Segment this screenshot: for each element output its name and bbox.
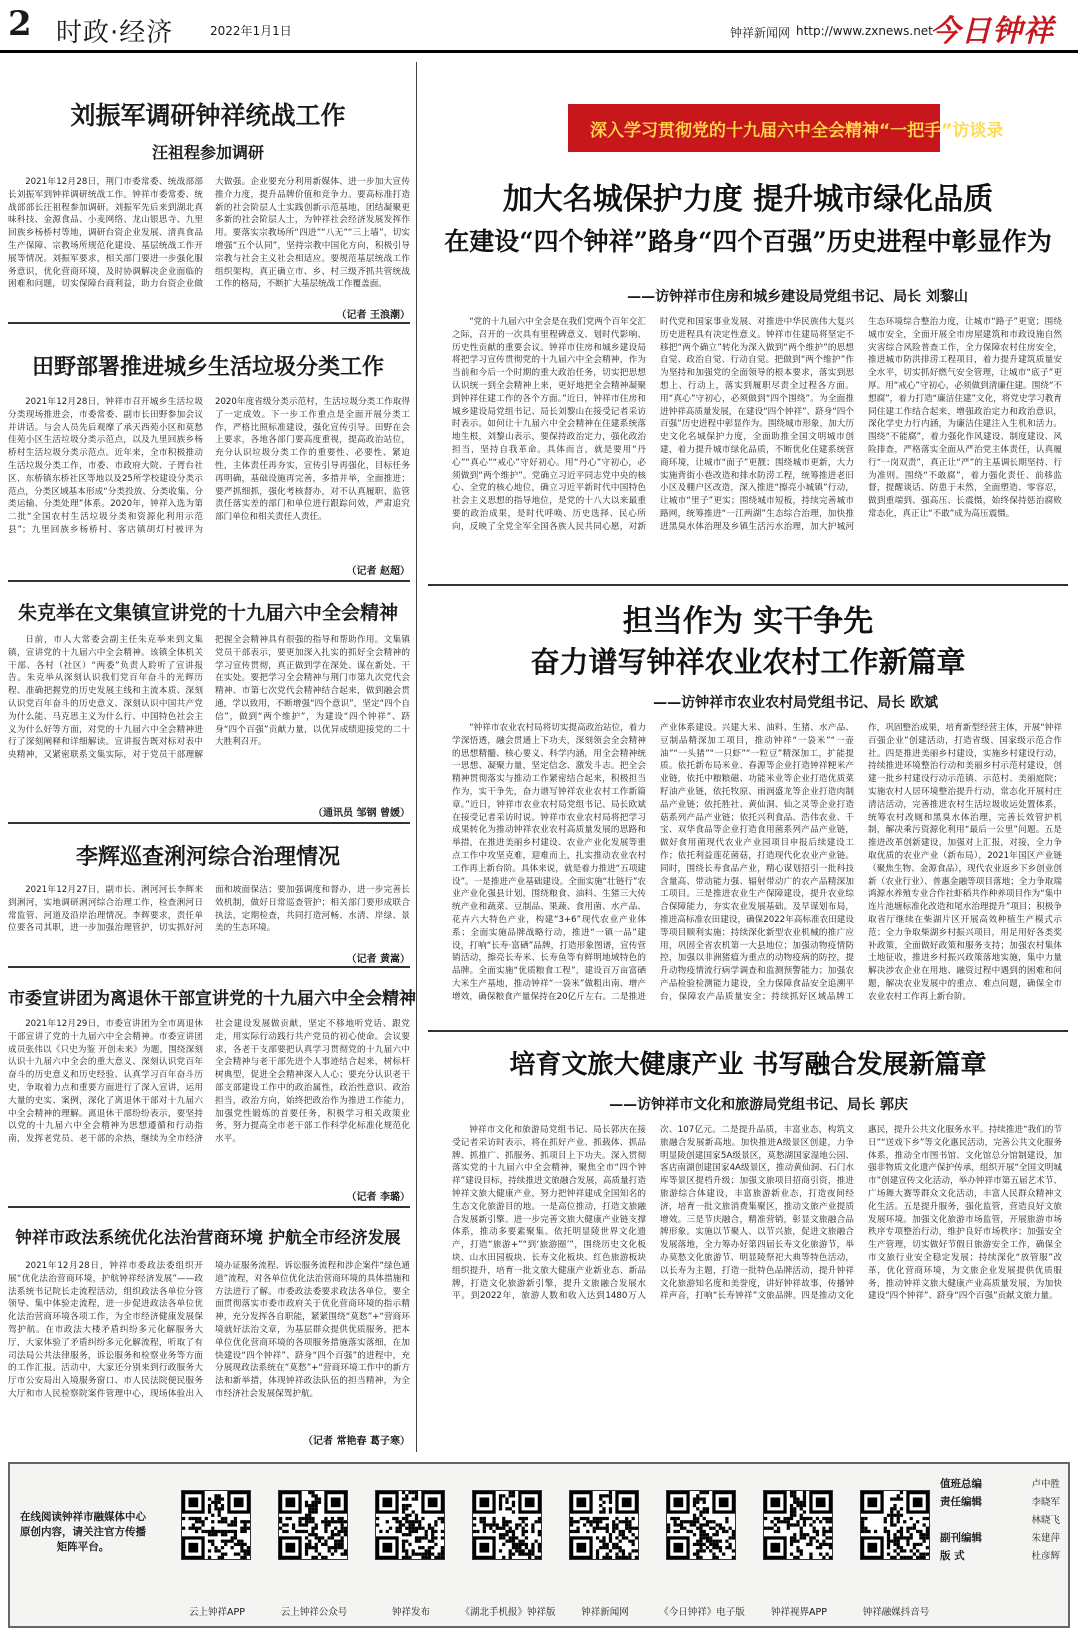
column-divider [416,62,417,1452]
article-byline: （记者 李璐） [346,1192,410,1203]
site-name: 钟祥新闻网 [730,26,791,40]
qr-caption: 钟祥新闻网 [581,1607,629,1618]
article-body [452,722,1062,1022]
editor-name: 李晓军 [1031,1497,1060,1508]
article-body [8,634,410,802]
banner-text: 深入学习贯彻党的十九届六中全会精神“一把手”访谈录 [590,120,1004,141]
article-divider [8,822,410,824]
qr-caption: 钟祥视界APP [771,1607,827,1618]
article-body [8,1018,410,1186]
editor-row [940,1548,1060,1566]
qr-code-icon[interactable] [763,1490,833,1560]
article-body [452,1124,1062,1444]
qr-caption: 《湖北手机报》钟祥版 [460,1607,556,1618]
article-body [452,316,1062,576]
editor-row [940,1494,1060,1512]
editor-name: 杜彦辉 [1031,1551,1060,1562]
article-text: 2021年12月28日，荆门市委常委、统战部部长刘振军到钟祥调研统战工作。钟祥市委常委、统战部部长汪祖程参加调研。刘振军先后来到湖北真味科技、金源食品、小麦网络、龙山银思寺、九里回族乡杨桥村等地，调研台资企业发展、清真食品生产保障、宗教场所规范化建设、基层统战工作开展等情况。刘振军要求，相关部门要进一步强化服务意识，优化营商环境，及时协调解决企业面临的困难和问题，切实保障台商利益，助力台资企业做大做强。企业要充分利用新媒体、进一步加大宣传推介力度，提升品牌价值和竞争力。要高标准打造新的社会阶层人士实践创新示范基地，团结凝聚更多新的社会阶层人士，为钟祥社会经济发展发挥作用。要落实宗教场所“四进”“八无”“三上墙”，切实增强“五个认同”，坚持宗教中国化方向，积极引导宗教与社会主义社会相适应。要规范基层统战工作组织架构，真正确立市、乡、村三级齐抓共管统战工作的格局，不断扩大基层统战工作覆盖面。 [8,177,410,290]
site-url[interactable]: http://www.zxnews.net [796,24,933,38]
article-divider [8,966,410,968]
article-title[interactable]: 田野部署推进城乡生活垃圾分类工作 [31,354,384,380]
qr-caption: 云上钟祥APP [189,1607,245,1618]
footer-note: 在线阅读钟祥市融媒体中心原创内容，请关注官方传播矩阵平台。 [20,1511,146,1553]
article-divider [8,322,410,324]
editor-row [940,1512,1060,1530]
article-text: 2021年12月28日，钟祥市召开城乡生活垃圾分类现场推进会，市委常委、副市长田野参加会议并讲话。与会人员先后观摩了承天西苑小区和莫愁佳苑小区生活垃圾分类示范点，以及九里回族乡杨桥村生活垃圾分类示范点。近年来，全市积极推动生活垃圾分类工作，市委、市政府大院、子胥台社区、东桥镇东桥社区等地以及25所学校建设分类示范点，分类区域基本形成“分类投放、分类收集、分类运输、分类处理”体系。2020年，钟祥入选为第二批“全国农村生活垃圾分类和资源化利用示范县”；九里回族乡杨桥村、客店镇胡灯村被评为2020年度省级分类示范村，生活垃圾分类工作取得了一定成效。下一步工作重点是全面开展分类工作，严格比照标准建设，强化宣传引导。田野在会上要求，各地各部门要高度重视，提高政治站位，充分认识垃圾分类工作的重要性、必要性、紧迫性，主体责任再夯实，宣传引导再强化，目标任务再明确，基础设施再完善，多措并举，全面推进；要严抓细抓，强化考核督办，对不认真履职、监管责任落实差的部门和单位进行跟踪问效，严肃追究部门单位和相关责任人责任。 [8,397,410,535]
section-title: 时政·经济 [56,18,174,48]
editor-name: 朱建萍 [1031,1533,1060,1544]
page-number: 2 [8,4,32,44]
editor-role: 值班总编 [940,1478,982,1490]
interview-banner [568,104,1004,152]
article-body [8,884,410,948]
editor-role: 版 式 [940,1550,965,1562]
article-title[interactable]: 李辉巡查浰河综合治理情况 [75,844,340,870]
article-byline: （记者 赵超） [346,566,410,577]
article-byline: （记者 王浪潮） [336,310,410,321]
article-byline: （记者 常艳春 葛子寒） [303,1436,410,1447]
article-byline: （通讯员 邹钢 曾媛） [313,808,410,819]
article-text: 钟祥市文化和旅游局党组书记、局长郭庆在接受记者采访时表示，将在抓好产业、抓载体、抓品牌、抓推广、抓服务、抓项目上下功夫。深入贯彻落实党的十九届六中全会精神，聚焦全市“四个钟祥”建设目标，持续推进文旅融合发展，高质量打造钟祥文旅大健康产业，努力把钟祥建成全国知名的生态文化旅游目的地。一是高位推动，打造文旅融合发展新引擎。进一步完善文旅大健康产业链支撑体系，推动多要素聚集。依托明显陵世界文化遗产，打造“旅游+”“到‘旅游圈’”，围绕历史文化板块、山水田园板块、长寿文化板块、红色旅游板块组织提升，培育一批文旅大健康产业新业态、新品牌，打造文化旅游新引擎，提升文旅融合发展水平。到2022年，旅游人数和收入达到1480万人次、107亿元。二是提升品质，丰富业态，构筑文旅融合发展新高地。加快推进A级景区创建，力争明显陵创建国家5A级景区，莫愁湖国家湿地公园、客店南湖创建国家4A级景区，推动黄仙洞、石门水库等景区提档升级；加强文旅项目招商引资，推进旅游综合体建设，丰富旅游新业态，打造夜间经济，培育一批文旅消费集聚区，推动文旅产业提质增效。三是节庆融合，精准营销，彰显文旅融合品牌形象。实施以节聚人、以节兴旅，促进文旅融合发展落地，全力筹办好第四届长寿文化旅游节，举办莫愁文化旅游节、明显陵祭祀大典等特色活动，以长寿为主题，打造一批特色品牌活动，提升钟祥文化旅游知名度和美誉度，讲好钟祥故事，传播钟祥声音，打响“长寿钟祥”文旅品牌。四是推动文化惠民，提升公共文化服务水平。持续推进“我们的节日”“送戏下乡”等文化惠民活动，完善公共文化服务体系，推动全市图书馆、文化馆总分馆制建设，加强非物质文化遗产保护传承，组织开展“全国文明城市”创建宣传文化活动，举办钟祥市第五届艺术节、广场舞大赛等群众文化活动，丰富人民群众精神文化生活。五是提升服务，强化监管，营造良好文旅发展环境。加强文化旅游市场监管，开展旅游市场秩序专项整治行动，维护良好市场秩序；加强安全生产管理，切实做好节假日旅游安全工作，确保全市文旅行业安全稳定发展；持续深化“放管服”改革，优化营商环境，为文旅企业发展提供优质服务，推动钟祥文旅大健康产业高质量发展，为加快建设“四个钟祥”、跻身“四个百强”贡献文旅力量。 [452,1125,1062,1302]
article-text: 2021年12月29日，市委宣讲团为全市离退休干部宣讲了党的十九届六中全会精神。市委宣讲团成员张伟以《只史为鉴 开创未来》为题，围绕深刻认识十九届六中全会的重大意义、深刻认识党百年奋斗的历史意义和历史经验、认真学习百年奋斗历史，争取着力点和重要方面进行了深入宣讲，运用大量的史实、案例，深化了离退休干部对十九届六中全会精神的理解。离退休干部纷纷表示，要坚持以党的十九届六中全会精神为思想遵循和行动指南，发挥老党员、老干部的余热，继续为全市经济社会建设发展做贡献，坚定不移地听党话、跟党走，用实际行动践行共产党员的初心使命。会议要求，各老干支部要把认真学习贯彻党的十九届六中全会精神与老干部先进个人事迹结合起来，树标杆树典型，促进全会精神深入人心；要充分认识老干部支部建设工作中的政治属性，政治性意识、政治担当，政治方向，始终把政治作为推进工作能力，加强党性锻炼的首要任务，积极学习相关政策业务，努力提高全市老干部工作科学化标准化规范化水平。 [8,1019,410,1145]
article-title[interactable]: 培育文旅大健康产业 书写融合发展新篇章 [509,1050,987,1080]
header-rule [0,50,1078,53]
article-subtitle: 汪祖程参加调研 [151,143,264,162]
article-text: 2021年12月28日，钟祥市委政法委组织开展“优化法治营商环境，护航钟祥经济发展”——政法系统书记院长走流程活动，组织政法各单位分管领导、集中体验走流程，进一步促进政法各单位优化法治营商环境各项工作，为全市经济健康发展保驾护航。在市政法大楼矛盾纠纷多元化解服务大厅，大家体验了矛盾纠纷多元化解流程，听取了有司法局公共法律服务，诉讼服务和检察业务等方面的工作汇报。活动中，大家还分别来到行政服务大厅市公安局出入境服务窗口、市人民法院便民服务大厅和市人民检察院案件管理中心，现场体验出入境办证服务流程、诉讼服务流程和涉企案件“绿色通道”流程，对各单位优化法治营商环境的具体措施和方法进行了解。市委政法委要求政法各单位，要全面贯彻落实市委市政府关于优化营商环境的指示精神，充分发挥各自职能，紧紧围绕“莫愁”+“营商环境就好法治文章，为基层群众提供优质服务，把本单位优化营商环境的各项服务措施落实落细，在加快建设“四个钟祥”、跻身“四个百强”的进程中，充分展现政法系统在“莫愁”+“营商环境工作中的新方法和新举措，体现钟祥政法队伍的担当精神，为全市经济社会发展保驾护航。 [8,1261,410,1399]
article-body [8,396,410,560]
qr-code-icon[interactable] [666,1490,736,1560]
editor-row [940,1476,1060,1494]
qr-code-icon[interactable] [569,1490,639,1560]
article-title[interactable]: 刘振军调研钟祥统战工作 [70,101,346,130]
article-subtitle: ——访钟祥市文化和旅游局党组书记、局长 郭庆 [609,1097,908,1113]
article-text: 日前，市人大常委会副主任朱克举来到文集镇，宣讲党的十九届六中全会精神。该镇全体机关干部、各村（社区）“两委”负责人聆听了宣讲报告。朱克举从深刻认识我们党百年奋斗的光辉历程、准确把握党的历史发展主线和主流本质、深刻认识党百年奋斗的历史意义、深刻认识中国共产党为什么能、马克思主义为什么行、中国特色社会主义为什么好等方面，对党的十九届六中全会精神进行了深刻阐释和详细解读。宣讲报告既对标对表中央精神，又紧密联系文集实际，对于党员干部理解把握全会精神具有很强的指导和帮助作用。文集镇党员干部表示，要更加深入扎实的抓好全会精神的学习宣传贯彻，真正做到学在深处、谋在新处、干在实处。要把学习全会精神与荆门市第九次党代会精神、市第七次党代会精神结合起来，做到融会贯通，学以致用，不断增强“四个意识”，坚定“四个自信”，做到“两个维护”，为建设“四个钟祥”、跻身“四个百强”贡献力量，以优异成绩迎接党的二十大胜利召开。 [8,635,410,761]
article-divider [8,580,410,582]
article-title-line2[interactable]: 奋力谱写钟祥农业农村工作新篇章 [530,645,966,679]
article-title[interactable]: 朱克举在文集镇宣讲党的十九届六中全会精神 [17,602,398,624]
article-divider [8,1206,410,1208]
qr-caption: 云上钟祥公众号 [280,1607,348,1618]
article-text: “钟祥市农业农村局将切实提高政治站位，着力学深悟透，融会贯通上下功夫，深刻领会全会精神的思想精髓、核心要义、科学内涵，用全会精神统一思想、凝聚力量，坚定信念、激发斗志。把全会精神贯彻落实与推动工作紧密结合起来，积极担当作为，实干争先，奋力谱写钟祥农业农村工作新篇章。”近日，钟祥市农业农村局党组书记、局长欧斌在接受记者采访时说。钟祥市农业农村局将把学习成果转化为推动钟祥农业农村高质量发展的思路和举措，在推进美丽乡村建设、农业产业化发展等重点工作中攻坚克难，迎难而上，扎实推动农业农村工作再上新台阶。具体来说，就是着力推进“五项建设”。一是推进产业基础建设。全面实施“壮链行”农业产业化强县计划，围绕粮食、油料、生猪三大传统产业和蔬菜、豆制品、果蔬、食用菌、水产品、花卉六大特色产业，构建“3+6”现代农业产业体系；全面实施品牌战略行动，推进“一镇一品”建设，打响“长寿·富硒”品牌，打造形象图谱，宣传营销活动，擦亮长寿米、长寿鱼等有鲜明地域特色的品牌。全面实施“优质粮食工程”，建设百万亩富硒大米生产基地，推动钟祥“一袋米”做粗出南、增产增效，确保粮食产量保持在20亿斤左右。二是推进产业体系建设。兴建大米、油料、生猪、水产品、豆制品精深加工项目，推动钟祥“一袋米”“一壶油”“一头猪”“一只虾”“一粒豆”精深加工，扩能提质。依托新布局米业、春源等企业打造钟祥粳米产业链，依托中粮粮磁、功能米业等企业打造优质菜籽油产业链，依托牧原、雨润盛龙等企业打造肉制品产业链；依托胜社、黄仙洞、仙之灵等企业打造菇系列产品产业链；依托兴利食品、浩伟农业、千宝、双华食品等企业打造食用菌系列产品产业链，做好食用菌现代农业产业园项目申报后续建设工作；依托利益莲花菌菇，打造现代化农业产业链。同时，围绕长寿食品产业，精心谋划招引一批科技含量高、带动能力强、辐射带动广的农产品精深加工项目。三是推进农业生产保障建设，提升农业综合保障能力，夯实农业发展基础。及早谋划布局，推进高标准农田建设，确保2022年高标准农田建设等项目顺利实施；持续深化新型农业机械的推广应用，巩固全省农机第一大县地位；加强动物疫情防控，加强以非洲猪瘟为重点的动物疫病的防控，提升动物疫情流行病学调查和监测预警能力；加强农产品检验检测能力建设，全力保障食品安全追溯平台，保障农产品质量安全；持续抓好区域品牌工作，巩固整治成果，培育新型经营主体，开展“钟祥百强企业”创建活动，打造省级、国家级示范合作社。四是推进美丽乡村建设，实施乡村建设行动，持续推进环境整治行动和美丽乡村示范村建设，创建一批乡村建设行动示范镇、示范村、美丽庭院；实施农村人居环境整治提升行动，常态化开展村庄清洁活动，完善推进农村生活垃圾收运处置体系，统筹农村改厕和黑臭水体治理，完善长效管护机制，解决乘污资源化利用“最后一公里”问题。五是推进改革创新建设，加强对上汇报，对接，全力争取优质的农业产业（新布局），2021年国区产业链（聚焦生物、金源食品），现代农业返乡下乡创业创新（农业行业）、普惠金融等项目落地；全力争取瑞鸿源水养殖专业合作社虾稻共作种养项目作为“集中连片池塘标准化改造和尾水治理提升”项目；积极争取省厅继续在柴湖片区开展高效种植生产模式示范；全力争取柴湖乡村振兴项目，用足用好各类奖补政策，全面做好政策和服务支持；加强农村集体土地征收，推进乡村振兴政策落地实施，集中力量解决涉农企业在用地、融资过程中遇到的困难和问题，解决农业发展中的重点、难点问题，确保全市农业农村工作再上新台阶。 [452,723,1062,1002]
article-text: 2021年12月27日，副市长、浰河河长李辉来到浰河，实地调研浰河综合治理工作，检查浰河日常监管、河道及沿岸治理情况。李辉要求，责任单位要各司其职，进一步加强治理管护，切实抓好河面和坡面保洁；要加强调度和督办，进一步完善长效机制，做好日常巡查管护；相关部门要形成联合执法，定期检查，共同打造河畅、水清、岸绿、景美的生态环境。 [8,885,410,934]
article-title[interactable]: 市委宣讲团为离退休干部宣讲党的十九届六中全会精神 [8,989,416,1009]
qr-caption: 《今日钟祥》电子版 [659,1607,745,1618]
qr-code-icon[interactable] [181,1490,251,1560]
editor-role: 责任编辑 [940,1496,982,1508]
article-title[interactable]: 钟祥市政法系统优化法治营商环境 护航全市经济发展 [15,1228,401,1247]
article-title[interactable]: 担当作为 实干争先 [622,604,874,639]
article-body [8,1260,410,1426]
article-divider [428,1030,1068,1032]
qr-caption: 钟祥融媒抖音号 [862,1607,930,1618]
masthead-logo: 今日钟祥 [930,14,1054,49]
article-body [8,176,410,302]
article-byline: （记者 黄嵩） [346,954,410,965]
article-divider [428,584,1068,586]
qr-code-icon[interactable] [375,1490,445,1560]
editor-row [940,1530,1060,1548]
qr-code-icon[interactable] [278,1490,348,1560]
article-text: “党的十九届六中全会是在我们党两个百年交汇之际，召开的一次具有里程碑意义、划时代影响、历史性贡献的重要会议。钟祥市住房和城乡建设局将把学习宣传贯彻党的十九届六中全会精神，作为当前和今后一个时期的重大政治任务，切实把思想认识统一到全会精神上来，更好地把全会精神凝聚到钟祥住建工作的各个方面。”近日，钟祥市住房和城乡建设局党组书记、局长刘黎山在接受记者采访时表示。如何让十九届六中全会精神在住建系统落地生根，刘黎山表示，要保持政治定力，强化政治担当，坚持自我革命。具体而言，就是要用“丹心”“真心”“戒心”守好初心。用“丹心”守初心，必须做到“两个维护”。党确立习近平同志党中央的核心、全党的核心地位，确立习近平新时代中国特色社会主义思想的指导地位，是党的十八大以来最重要的政治成果，是时代呼唤、历史选择、民心所向，反映了全党全军全国各族人民共同心愿，对新时代党和国家事业发展、对推进中华民族伟大复兴历史进程具有决定性意义。钟祥市住建局将坚定不移把“两个确立”转化为深入做到“两个维护”的思想自觉、政治自觉、行动自觉。把做到“两个维护”作为坚持和加强党的全面领导的根本要求，落实到思想上、行动上，落实到履职尽责全过程各方面。用“真心”守初心，必须做到“四个围绕”。为全面推进钟祥高质量发展，在建设“四个钟祥”、跻身“四个百强”历史进程中彰显作为。围绕城市形象，加大历史文化名城保护力度，全面助推全国文明城市创建，着力提升城市绿化品质，不断优化住建系统营商环境，让城市“面子”更靓；围绕城市更新，大力实施背街小巷改造和排水防涝工程，统筹推进老旧小区及棚户区改造，深入推进“擦亮小城镇”行动，让城市“里子”更实；围绕城市短板，持续完善城市路网，统筹推进“一江两湖”生态综合治理，加快推进黑臭水体治理及乡镇生活污水治理，加大护城河生态环境综合整治力度，让城市“路子”更宽；围绕城市安全，全面开展全市房屋建筑和市政设施自然灾害综合风险普查工作，全力保障农村住房安全，推进城市防洪排涝工程项目，着力提升建筑质量安全水平，切实抓好燃气安全管理，让城市“底子”更厚。用“戒心”守初心，必须做到清廉住建。围绕“不想腐”，着力打造“廉洁住建”文化，将党史学习教育同住建工作结合起来，增强政治定力和政治意识，深化学史力行内涵，为廉洁住建注入生机和活力。围绕“不能腐”，着力强化作风建设、制度建设、风险排查，严格落实全面从严治党主体责任，认真履行“一岗双责”，真正让“严”的主基调长期坚持、行为准则。围绕“不敢腐”，着力强化责任、前移监督，提醒谈话、防患于未然，全面塑造、零容忍，做到重端到、强高压、长震慑，始终保持惩治腐败常态化，真正让“不敢”成为高压震慑。 [452,317,1062,532]
article-title-line2[interactable]: 在建设“四个钟祥”路身“四个百强”历史进程中彰显作为 [444,227,1052,256]
qr-code-icon[interactable] [860,1490,930,1560]
editor-name: 林晓飞 [1031,1515,1060,1526]
article-subtitle: ——访钟祥市农业农村局党组书记、局长 欧斌 [653,695,938,711]
editor-name: 卢中胜 [1031,1479,1060,1490]
article-title[interactable]: 加大名城保护力度 提升城市绿化品质 [502,182,994,217]
article-subtitle: ——访钟祥市住房和城乡建设局党组书记、局长 刘黎山 [627,289,968,305]
issue-date: 2022年1月1日 [210,24,292,38]
qr-code-icon[interactable] [472,1490,542,1560]
editor-role: 副刊编辑 [940,1532,982,1544]
editor-credits [940,1476,1060,1566]
qr-caption: 钟祥发布 [391,1607,430,1618]
